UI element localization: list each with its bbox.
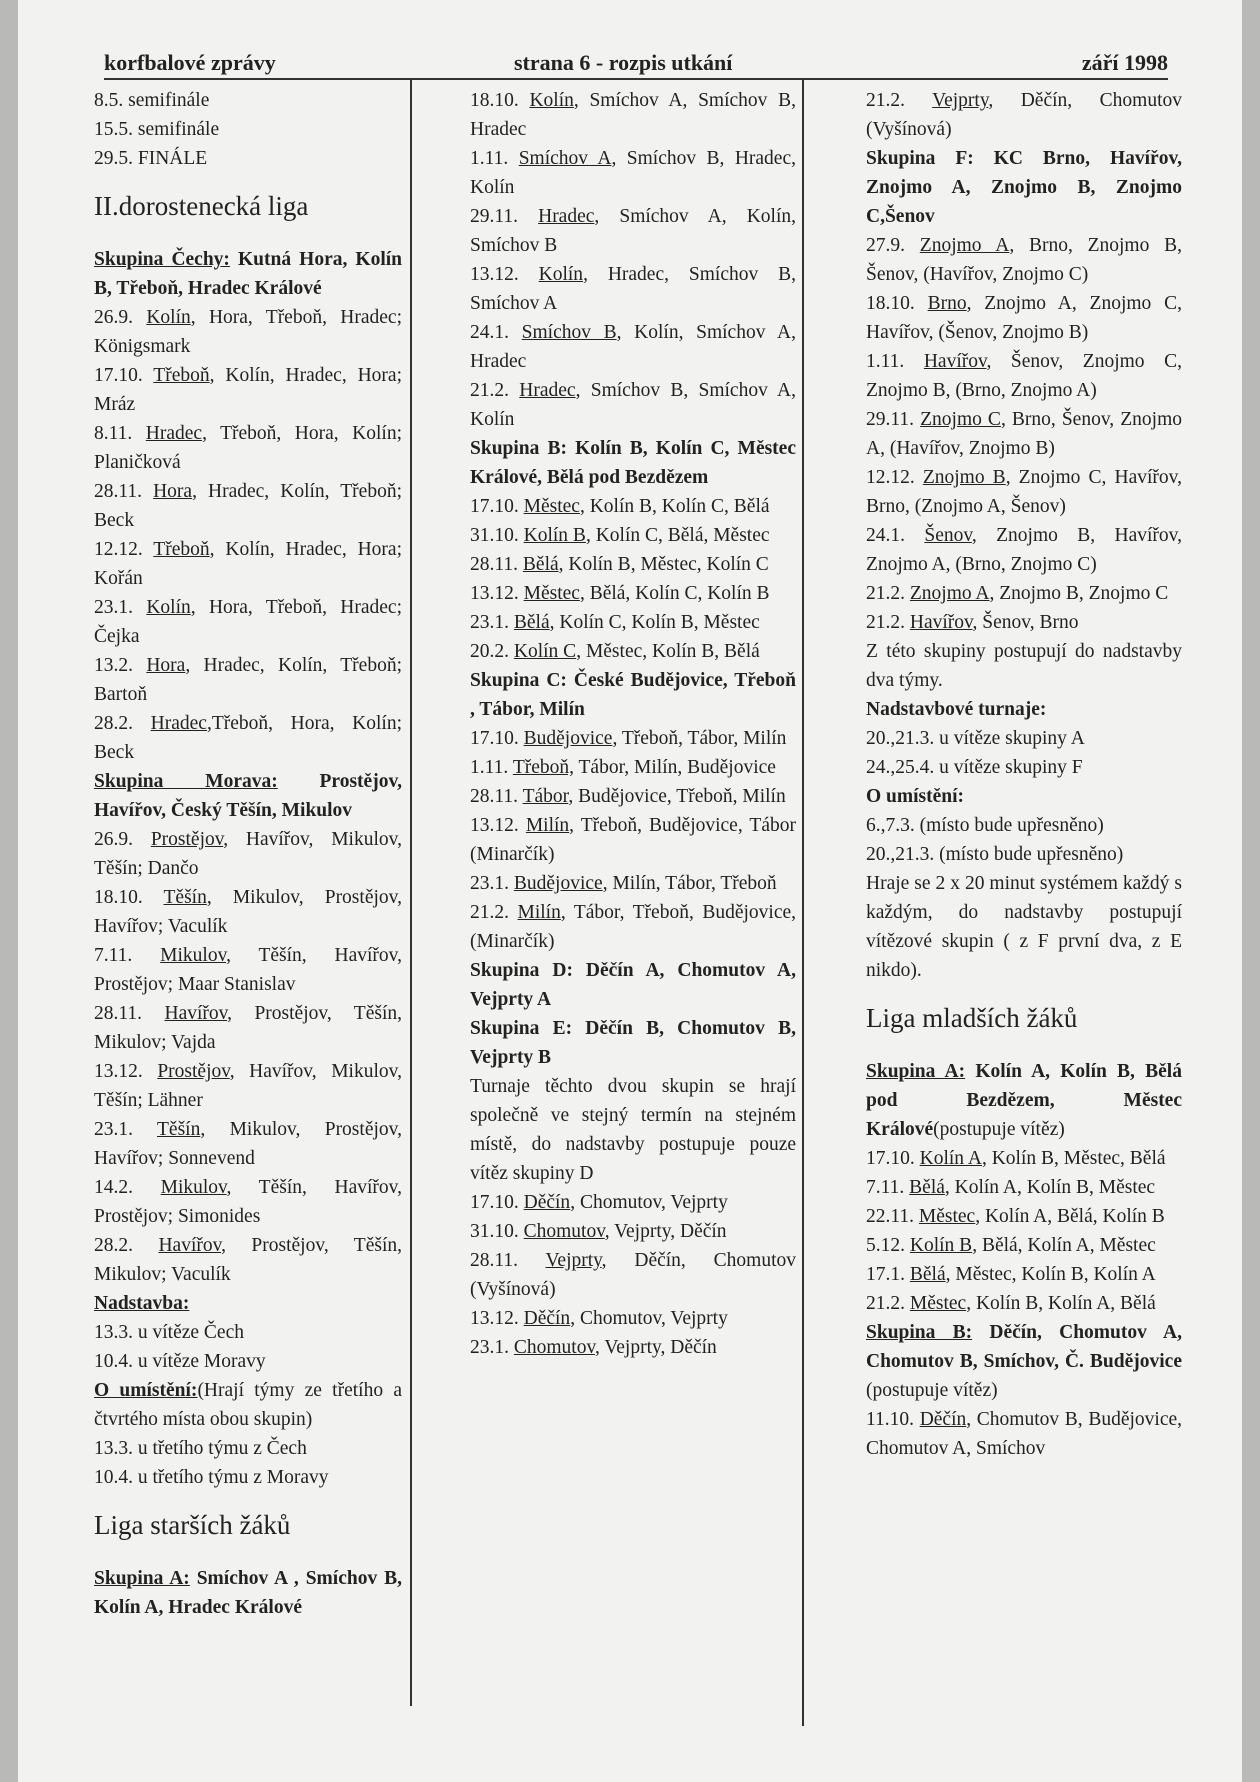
match-entry xyxy=(470,521,796,550)
match-entry xyxy=(470,1217,796,1246)
match-entry xyxy=(470,637,796,666)
host-team: Kolín A xyxy=(919,1148,982,1169)
host-team: Těšín xyxy=(157,1119,201,1140)
host-team: Smíchov A xyxy=(518,148,612,169)
match-teams: , Šenov, Brno xyxy=(972,612,1079,633)
match-date: 28.2. xyxy=(94,713,151,734)
host-team: Prostějov xyxy=(150,829,224,850)
match-entry xyxy=(94,941,402,999)
match-date: 18.10. xyxy=(866,293,928,314)
match-teams: , Kolín B, Kolín C, Bělá xyxy=(579,496,770,517)
match-teams: , Kolín A, Bělá, Kolín B xyxy=(975,1206,1165,1227)
host-team: Hradec xyxy=(538,206,595,227)
host-team: Městec xyxy=(523,583,580,604)
match-date: 13.12. xyxy=(470,815,526,836)
match-date: 13.12. xyxy=(94,1061,158,1082)
match-teams: , Znojmo A, Znojmo C, Havířov, (Šenov, Znojmo B) xyxy=(866,293,1182,343)
match-entry xyxy=(94,651,402,709)
match-entry xyxy=(470,376,796,434)
match-entry xyxy=(94,825,402,883)
match-teams: , Hradec, Kolín, Třeboň; Beck xyxy=(94,481,402,531)
column-divider xyxy=(410,80,412,1706)
match-teams: , Hora, Třeboň, Hradec; Čejka xyxy=(94,597,402,647)
match-entry xyxy=(470,782,796,811)
text-line: 20.,21.3. (místo bude upřesněno) xyxy=(866,844,1124,865)
group-heading xyxy=(94,1564,402,1622)
match-teams: , Kolín C, Kolín B, Městec xyxy=(549,612,760,633)
match-teams: , Mikulov, Prostějov, Havířov; Vaculík xyxy=(94,887,402,937)
group-teams: Děčín, Chomutov A, Chomutov B, Smíchov, Č. Budějovice xyxy=(866,1322,1182,1372)
host-team: Havířov xyxy=(164,1003,228,1024)
section-heading: II.dorostenecká liga xyxy=(94,191,309,221)
host-team: Budějovice xyxy=(513,873,603,894)
match-entry xyxy=(470,144,796,202)
host-team: Milín xyxy=(517,902,561,923)
text-line: Z této skupiny postupují do nadstavby dva týmy. xyxy=(866,641,1182,691)
match-date: 17.10. xyxy=(470,728,524,749)
match-teams: , Tábor, Třeboň, Budějovice, (Minarčík) xyxy=(470,902,797,952)
match-teams: , Kolín B, Kolín A, Bělá xyxy=(966,1293,1156,1314)
match-teams: , Vejprty, Děčín xyxy=(594,1337,717,1358)
match-entry xyxy=(470,898,796,956)
match-date: 7.11. xyxy=(94,945,161,966)
group-heading: Skupina D: Děčín A, Chomutov A, Vejprty A xyxy=(470,960,796,1010)
match-date: 21.2. xyxy=(866,90,933,111)
match-entry xyxy=(866,1231,1182,1260)
group-teams: (Hrají týmy ze třetího a čtvrtého místa obou skupin) xyxy=(94,1380,402,1430)
match-date: 24.1. xyxy=(470,322,522,343)
match-entry xyxy=(94,709,402,767)
host-team: Městec xyxy=(909,1293,967,1314)
match-entry xyxy=(866,347,1182,405)
host-team: Městec xyxy=(918,1206,976,1227)
host-team: Kolín xyxy=(538,264,584,285)
match-date: 21.2. xyxy=(470,380,520,401)
text-line: 24.,25.4. u vítěze skupiny F xyxy=(866,757,1083,778)
match-entry xyxy=(866,231,1182,289)
match-date: 7.11. xyxy=(866,1177,910,1198)
match-entry xyxy=(470,86,796,144)
host-team: Kolín B xyxy=(909,1235,973,1256)
match-entry xyxy=(470,550,796,579)
group-teams: Smíchov A , Smíchov B, Kolín A, Hradec Králové xyxy=(94,1568,402,1618)
match-entry xyxy=(866,1202,1182,1231)
text-line: 6.,7.3. (místo bude upřesněno) xyxy=(866,815,1104,836)
match-entry xyxy=(94,1173,402,1231)
match-teams: , Mikulov, Prostějov, Havířov; Sonnevend xyxy=(94,1119,402,1169)
page-header xyxy=(104,50,1168,80)
text-line: 13.3. u vítěze Čech xyxy=(94,1322,244,1343)
match-date: 17.1. xyxy=(866,1264,910,1285)
match-entry xyxy=(470,1304,796,1333)
group-label: Skupina A: xyxy=(866,1061,966,1082)
match-teams: , Kolín A, Kolín B, Městec xyxy=(944,1177,1156,1198)
match-date: 31.10. xyxy=(470,1221,524,1242)
section-heading: Liga mladších žáků xyxy=(866,1003,1078,1033)
group-label: Skupina Morava: xyxy=(94,771,278,792)
match-entry xyxy=(866,1260,1182,1289)
host-team: Šenov xyxy=(924,525,972,546)
match-teams: , Kolín B, Městec, Kolín C xyxy=(558,554,769,575)
match-date: 22.11. xyxy=(866,1206,919,1227)
match-date: 21.2. xyxy=(470,902,518,923)
match-date: 23.1. xyxy=(94,1119,158,1140)
match-teams: , Smíchov B, Smíchov A, Kolín xyxy=(470,380,796,430)
group-note: (postupuje vítěz) xyxy=(933,1119,1065,1140)
text-line: Hraje se 2 x 20 minut systémem každý s každým, do nadstavby postupují vítězové skupin ( z F první dva, z E nikdo). xyxy=(866,873,1182,981)
host-team: Bělá xyxy=(513,612,550,633)
match-entry xyxy=(94,361,402,419)
match-date: 1.11. xyxy=(866,351,924,372)
match-teams: , Budějovice, Třeboň, Milín xyxy=(568,786,786,807)
group-label: Nadstavba: xyxy=(94,1293,190,1314)
match-entry xyxy=(470,579,796,608)
match-teams: , Vejprty, Děčín xyxy=(604,1221,727,1242)
host-team: Bělá xyxy=(522,554,559,575)
host-team: Brno xyxy=(927,293,967,314)
match-entry xyxy=(866,86,1182,144)
host-team: Tábor xyxy=(522,786,569,807)
match-date: 12.12. xyxy=(866,467,923,488)
host-team: Havířov xyxy=(158,1235,222,1256)
host-team: Kolín xyxy=(146,307,191,328)
match-date: 17.10. xyxy=(866,1148,920,1169)
match-entry xyxy=(866,579,1182,608)
host-team: Kolín xyxy=(529,90,574,111)
match-date: 27.9. xyxy=(866,235,920,256)
match-teams: , Třeboň, Hora, Kolín; Planičková xyxy=(94,423,402,473)
match-teams: , Znojmo B, Havířov, Znojmo A, (Brno, Znojmo C) xyxy=(866,525,1182,575)
group-heading xyxy=(866,1057,1182,1144)
match-date: 11.10. xyxy=(866,1409,920,1430)
match-entry xyxy=(470,318,796,376)
match-teams: , Hradec, Smíchov B, Smíchov A xyxy=(470,264,796,314)
match-date: 17.10. xyxy=(94,365,154,386)
match-entry xyxy=(470,724,796,753)
match-date: 5.12. xyxy=(866,1235,910,1256)
host-team: Kolín B xyxy=(523,525,586,546)
match-teams: , Kolín, Hradec, Hora; Kořán xyxy=(94,539,403,589)
match-date: 29.11. xyxy=(470,206,539,227)
match-date: 28.11. xyxy=(470,1250,546,1271)
host-team: Městec xyxy=(523,496,580,517)
host-team: Kolín xyxy=(146,597,191,618)
match-entry xyxy=(866,1144,1182,1173)
column-divider xyxy=(802,80,804,1726)
match-teams: , Děčín, Chomutov (Vyšínová) xyxy=(866,90,1182,140)
match-entry xyxy=(94,477,402,535)
match-teams: , Bělá, Kolín C, Kolín B xyxy=(579,583,770,604)
match-teams: , Brno, Šenov, Znojmo A, (Havířov, Znojmo B) xyxy=(866,409,1182,459)
text-line: 10.4. u třetího týmu z Moravy xyxy=(94,1467,329,1488)
match-teams: , Šenov, Znojmo C, Znojmo B, (Brno, Znojmo A) xyxy=(866,351,1182,401)
match-date: 28.11. xyxy=(94,1003,165,1024)
match-date: 8.11. xyxy=(94,423,146,444)
group-heading xyxy=(94,767,402,825)
host-team: Znojmo B xyxy=(922,467,1006,488)
group-heading xyxy=(94,245,402,303)
host-team: Znojmo A xyxy=(919,235,1010,256)
match-date: 24.1. xyxy=(866,525,925,546)
match-teams: , Smíchov A, Smíchov B, Hradec xyxy=(470,90,796,140)
match-entry xyxy=(866,521,1182,579)
text-line: 8.5. semifinále xyxy=(94,90,210,111)
host-team: Havířov xyxy=(923,351,987,372)
text-line: 20.,21.3. u vítěze skupiny A xyxy=(866,728,1085,749)
match-entry xyxy=(866,405,1182,463)
host-team: Mikulov xyxy=(160,1177,227,1198)
match-entry xyxy=(470,753,796,782)
match-date: 18.10. xyxy=(94,887,164,908)
match-entry xyxy=(866,1173,1182,1202)
group-heading: Nadstavbové turnaje: xyxy=(866,699,1047,720)
match-teams: , Chomutov, Vejprty xyxy=(570,1192,728,1213)
host-team: Smíchov B xyxy=(521,322,617,343)
match-date: 23.1. xyxy=(94,597,147,618)
header-publication: korfbalové zprávy xyxy=(104,50,276,75)
match-teams: , Chomutov B, Budějovice, Chomutov A, Smíchov xyxy=(866,1409,1182,1459)
text-line: 10.4. u vítěze Moravy xyxy=(94,1351,266,1372)
match-teams: , Havířov, Mikulov, Těšín; Dančo xyxy=(94,829,402,879)
match-date: 23.1. xyxy=(470,1337,514,1358)
match-entry xyxy=(94,1115,402,1173)
match-teams: , Třeboň, Tábor, Milín xyxy=(612,728,787,749)
host-team: Kolín C xyxy=(513,641,577,662)
header-date: září 1998 xyxy=(1081,50,1168,75)
match-date: 23.1. xyxy=(470,612,514,633)
host-team: Hora xyxy=(146,655,186,676)
match-entry xyxy=(866,608,1182,637)
text-line: 13.3. u třetího týmu z Čech xyxy=(94,1438,307,1459)
host-team: Děčín xyxy=(919,1409,967,1430)
match-date: 28.11. xyxy=(470,554,523,575)
text-line: 15.5. semifinále xyxy=(94,119,220,140)
match-date: 13.12. xyxy=(470,583,524,604)
match-date: 13.2. xyxy=(94,655,147,676)
match-teams: , Hradec, Kolín, Třeboň; Bartoň xyxy=(94,655,402,705)
match-teams: , Milín, Tábor, Třeboň xyxy=(602,873,777,894)
match-teams: , Městec, Kolín B, Kolín A xyxy=(945,1264,1156,1285)
match-entry xyxy=(470,608,796,637)
match-date: 1.11. xyxy=(470,148,519,169)
host-team: Hradec xyxy=(145,423,203,444)
match-entry xyxy=(94,1057,402,1115)
match-entry xyxy=(470,1333,796,1362)
match-teams: , Třeboň, Budějovice, Tábor (Minarčík) xyxy=(470,815,796,865)
match-teams: , Kolín, Hradec, Hora; Mráz xyxy=(94,365,403,415)
match-teams: , Kolín, Smíchov A, Hradec xyxy=(470,322,797,372)
match-date: 21.2. xyxy=(866,1293,910,1314)
column-3 xyxy=(866,86,1182,1463)
group-heading xyxy=(94,1289,402,1318)
host-team: Hradec xyxy=(519,380,576,401)
match-teams: , Hora, Třeboň, Hradec; Königsmark xyxy=(94,307,402,357)
match-teams: , Smíchov A, Kolín, Smíchov B xyxy=(470,206,797,256)
host-team: Znojmo A xyxy=(909,583,990,604)
match-entry xyxy=(94,1231,402,1289)
match-date: 12.12. xyxy=(94,539,154,560)
text-line: Turnaje těchto dvou skupin se hrají společně ve stejný termín na stejném místě, do nadstavby postupuje pouze vítěz skupiny D xyxy=(470,1076,796,1184)
match-teams: , Prostějov, Těšín, Mikulov; Vaculík xyxy=(94,1235,402,1285)
group-teams: Prostějov, Havířov, Český Těšín, Mikulov xyxy=(94,771,403,821)
host-team: Hradec xyxy=(150,713,207,734)
match-entry xyxy=(94,419,402,477)
host-team: Vejprty xyxy=(545,1250,602,1271)
section-heading: Liga starších žáků xyxy=(94,1510,291,1540)
match-entry xyxy=(470,1246,796,1304)
match-teams: , Těšín, Havířov, Prostějov; Simonides xyxy=(94,1177,403,1227)
group-heading xyxy=(866,1318,1182,1405)
host-team: Třeboň, xyxy=(512,757,574,778)
group-label: Skupina B: xyxy=(866,1322,973,1343)
group-heading: Skupina E: Děčín B, Chomutov B, Vejprty B xyxy=(470,1018,796,1068)
match-teams: Tábor, Milín, Budějovice xyxy=(574,757,776,778)
match-entry xyxy=(470,260,796,318)
match-date: 28.11. xyxy=(94,481,154,502)
match-teams: , Prostějov, Těšín, Mikulov; Vajda xyxy=(94,1003,403,1053)
match-entry xyxy=(866,1289,1182,1318)
match-date: 31.10. xyxy=(470,525,524,546)
header-page-title: strana 6 - rozpis utkání xyxy=(514,50,733,75)
match-entry xyxy=(94,999,402,1057)
match-date: 1.11. xyxy=(470,757,513,778)
match-entry xyxy=(94,535,402,593)
host-team: Prostějov xyxy=(157,1061,230,1082)
host-team: Vejprty xyxy=(932,90,989,111)
match-teams: , Znojmo C, Havířov, Brno, (Znojmo A, Šenov) xyxy=(866,467,1182,517)
column-1 xyxy=(94,86,402,1622)
match-entry xyxy=(866,1405,1182,1463)
match-date: 13.12. xyxy=(470,1308,524,1329)
match-teams: , Bělá, Kolín A, Městec xyxy=(972,1235,1156,1256)
group-label: O umístění: xyxy=(94,1380,198,1401)
group-heading: Skupina B: Kolín B, Kolín C, Městec Králové, Bělá pod Bezdězem xyxy=(470,438,796,488)
match-date: 20.2. xyxy=(470,641,514,662)
match-teams: , Kolín C, Bělá, Městec xyxy=(585,525,770,546)
text-line: 29.5. FINÁLE xyxy=(94,148,208,169)
match-date: 29.11. xyxy=(866,409,921,430)
match-teams: , Těšín, Havířov, Prostějov; Maar Stanislav xyxy=(94,945,402,995)
match-date: 23.1. xyxy=(470,873,514,894)
host-team: Třeboň xyxy=(153,365,210,386)
match-teams: , Chomutov, Vejprty xyxy=(570,1308,728,1329)
match-entry xyxy=(470,202,796,260)
match-entry xyxy=(470,1188,796,1217)
host-team: Děčín xyxy=(523,1192,571,1213)
group-heading xyxy=(94,1376,402,1434)
match-teams: , Brno, Znojmo B, Šenov, (Havířov, Znojmo C) xyxy=(866,235,1182,285)
column-2 xyxy=(470,86,796,1362)
host-team: Bělá xyxy=(909,1177,945,1198)
host-team: Budějovice xyxy=(523,728,613,749)
match-date: 26.9. xyxy=(94,307,147,328)
match-teams: , Znojmo B, Znojmo C xyxy=(989,583,1169,604)
match-date: 17.10. xyxy=(470,496,524,517)
host-team: Chomutov xyxy=(513,1337,595,1358)
match-teams: , Děčín, Chomutov (Vyšínová) xyxy=(470,1250,796,1300)
host-team: Havířov xyxy=(909,612,973,633)
match-teams: , Městec, Kolín B, Bělá xyxy=(576,641,760,662)
host-team: Znojmo C xyxy=(920,409,1001,430)
group-heading: Skupina F: KC Brno, Havířov, Znojmo A, Znojmo B, Znojmo C,Šenov xyxy=(866,148,1182,227)
host-team: Mikulov xyxy=(160,945,227,966)
match-date: 26.9. xyxy=(94,829,151,850)
host-team: Děčín xyxy=(523,1308,571,1329)
host-team: Třeboň xyxy=(153,539,210,560)
match-entry xyxy=(470,869,796,898)
match-entry xyxy=(94,883,402,941)
group-teams: Kolín A, Kolín B, Bělá pod Bezdězem, Městec Králové xyxy=(866,1061,1182,1140)
match-teams: , Havířov, Mikulov, Těšín; Lähner xyxy=(94,1061,402,1111)
match-entry xyxy=(866,463,1182,521)
group-label: Skupina Čechy: xyxy=(94,249,230,270)
match-teams: , Kolín B, Městec, Bělá xyxy=(981,1148,1166,1169)
match-date: 28.2. xyxy=(94,1235,159,1256)
match-entry xyxy=(866,289,1182,347)
host-team: Chomutov xyxy=(523,1221,605,1242)
group-label: Skupina A: xyxy=(94,1568,190,1589)
host-team: Bělá xyxy=(909,1264,946,1285)
match-date: 21.2. xyxy=(866,583,910,604)
group-heading: Skupina C: České Budějovice, Třeboň , Tábor, Milín xyxy=(470,670,796,720)
match-date: 28.11. xyxy=(470,786,523,807)
match-entry xyxy=(470,811,796,869)
match-entry xyxy=(94,303,402,361)
group-teams: Kutná Hora, Kolín B, Třeboň, Hradec Králové xyxy=(94,249,402,299)
match-teams: ,Třeboň, Hora, Kolín; Beck xyxy=(94,713,402,763)
group-heading: O umístění: xyxy=(866,786,965,807)
match-date: 18.10. xyxy=(470,90,530,111)
match-date: 21.2. xyxy=(866,612,910,633)
host-team: Těšín xyxy=(163,887,207,908)
match-date: 13.12. xyxy=(470,264,539,285)
match-entry xyxy=(94,593,402,651)
match-teams: , Smíchov B, Hradec, Kolín xyxy=(470,148,796,198)
match-date: 14.2. xyxy=(94,1177,161,1198)
group-note: (postupuje vítěz) xyxy=(866,1380,998,1401)
host-team: Hora xyxy=(153,481,193,502)
match-date: 17.10. xyxy=(470,1192,524,1213)
match-entry xyxy=(470,492,796,521)
host-team: Milín xyxy=(525,815,570,836)
